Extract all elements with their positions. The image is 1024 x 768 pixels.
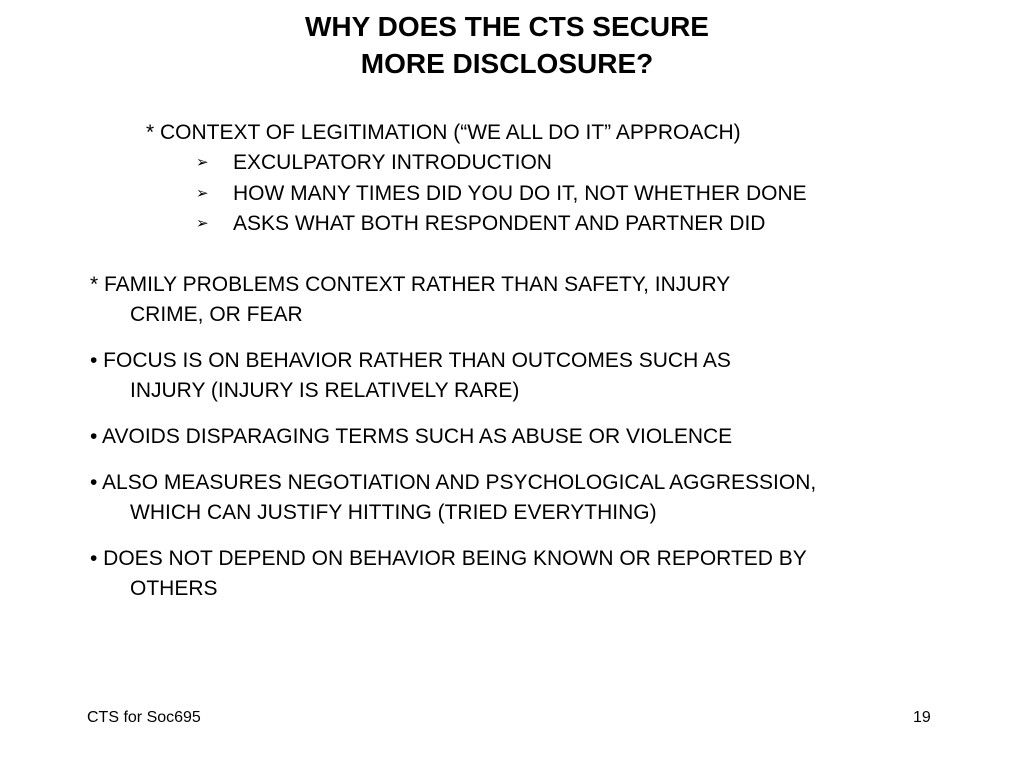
bullet-text-line: * FAMILY PROBLEMS CONTEXT RATHER THAN SAFETY, INJURY <box>90 273 731 296</box>
bullet-point-behavior-focus <box>90 346 1000 406</box>
title-line-1: WHY DOES THE CTS SECURE <box>305 11 709 42</box>
slide-title <box>0 8 1014 82</box>
bullet-text-continuation: INJURY (INJURY IS RELATIVELY RARE) <box>130 379 520 402</box>
intro-point: * CONTEXT OF LEGITIMATION (“WE ALL DO IT” APPROACH) <box>146 121 741 144</box>
bullet-text-line: • AVOIDS DISPARAGING TERMS SUCH AS ABUSE OR VIOLENCE <box>90 425 733 448</box>
footer-text: CTS for Soc695 <box>87 709 201 726</box>
sub-bullet-item <box>196 209 807 240</box>
bullet-text-line: • DOES NOT DEPEND ON BEHAVIOR BEING KNOWN OR REPORTED BY <box>90 547 807 570</box>
main-bullet-list <box>90 270 1000 620</box>
right-arrowhead-icon: ➢ <box>196 184 209 202</box>
bullet-point-avoids-terms <box>90 422 1000 452</box>
title-line-2: MORE DISCLOSURE? <box>360 48 654 79</box>
bullet-point-negotiation <box>90 468 1000 528</box>
sub-bullet-list <box>196 148 807 240</box>
bullet-point-not-dependent <box>90 544 1000 604</box>
sub-bullet-text: HOW MANY TIMES DID YOU DO IT, NOT WHETHER DONE <box>233 181 807 205</box>
bullet-text-line: • FOCUS IS ON BEHAVIOR RATHER THAN OUTCOMES SUCH AS <box>90 349 731 372</box>
bullet-text-continuation: WHICH CAN JUSTIFY HITTING (TRIED EVERYTHING) <box>130 501 657 524</box>
sub-bullet-item <box>196 148 807 179</box>
bullet-text-continuation: CRIME, OR FEAR <box>130 303 303 326</box>
right-arrowhead-icon: ➢ <box>196 154 209 171</box>
bullet-point-family-problems <box>90 270 1000 330</box>
sub-bullet-item <box>196 179 807 210</box>
bullet-text-line: • ALSO MEASURES NEGOTIATION AND PSYCHOLOGICAL AGGRESSION, <box>90 471 817 494</box>
bullet-text-continuation: OTHERS <box>130 577 218 600</box>
sub-bullet-text: ASKS WHAT BOTH RESPONDENT AND PARTNER DID <box>233 212 766 235</box>
right-arrowhead-icon: ➢ <box>196 215 209 232</box>
sub-bullet-text: EXCULPATORY INTRODUCTION <box>233 151 552 174</box>
page-number: 19 <box>913 709 931 726</box>
